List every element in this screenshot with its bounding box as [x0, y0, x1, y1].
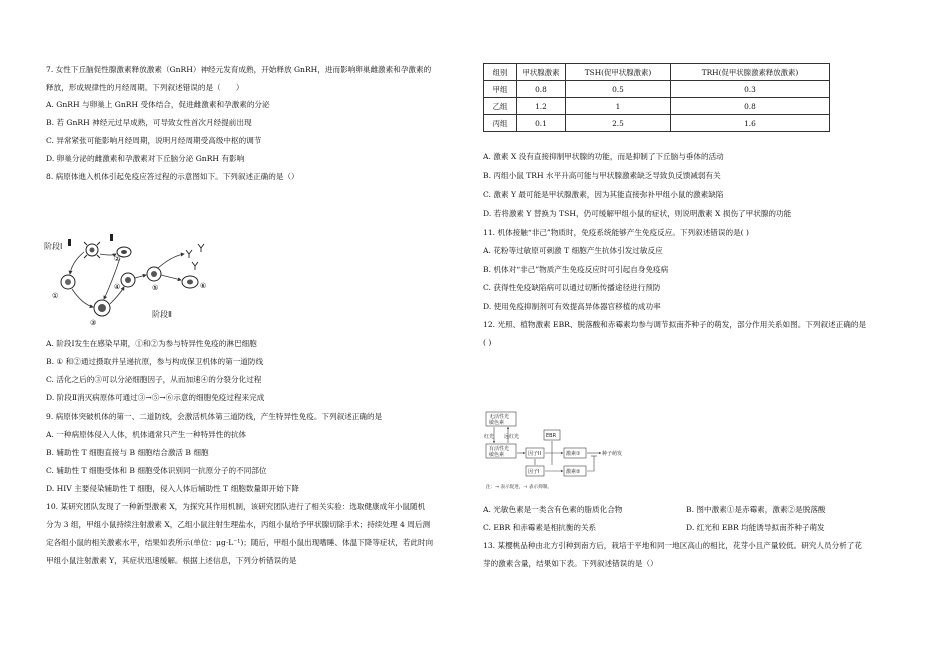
table-cell: 丙组	[484, 115, 517, 132]
q8-option-c: C. 活化之后的③可以分泌细胞因子，从而加速④的分裂分化过程	[46, 375, 262, 384]
q11-option-c: C. 获得性免疫缺陷病可以通过切断传播途径进行预防	[483, 283, 661, 292]
table-cell: 乙组	[484, 98, 517, 115]
arrow-1-to-3	[72, 289, 93, 307]
table-cell: 1.2	[517, 98, 566, 115]
ebr-label: EBR	[546, 433, 557, 439]
q10-stem-line4: 甲组小鼠注射激素 Y，其症状迅速缓解。根据上述信息，下列分析错误的是	[46, 556, 297, 565]
q7-option-a: A. GnRH 与卵巢上 GnRH 受体结合，促进雌激素和孕激素的分泌	[46, 100, 270, 109]
q7-option-b: B. 若 GnRH 神经元过早成熟，可导致女性首次月经提前出现	[46, 118, 252, 127]
cell-four	[121, 273, 135, 287]
q11-stem: 11. 机体接触“非己”物质时，免疫系统能够产生免疫反应。下列叙述错误的是( )	[483, 228, 749, 237]
q10-stem-line3: 定各组小鼠的相关激素水平，结果如表所示(单位：μg·L⁻¹)；随后，甲组小鼠出现嗜睡、体温下降等症状，若此时向	[46, 538, 434, 547]
arrow-5-to-6	[161, 275, 181, 280]
cell-six	[182, 276, 198, 288]
q10-option-c: C. 激素 Y 最可能是甲状腺激素，因为其能直接弥补甲组小鼠的激素缺陷	[483, 190, 724, 199]
immune-response-figure	[40, 228, 220, 328]
q8-option-b: B. ① 和②通过摄取并呈递抗原，参与构成保卫机体的第一道防线	[46, 357, 264, 366]
table-cell: 0.8	[517, 81, 566, 98]
q12-option-b: B. 图中激素①是赤霉素，激素②是脱落酸	[686, 505, 826, 514]
seed-germination-diagram	[484, 410, 644, 492]
label-6: ⑥	[200, 282, 207, 290]
q8-option-d: D. 阶段Ⅱ消灭病原体可通过③→⑤→⑥示意的细胞免疫过程来完成	[46, 393, 265, 402]
q8-option-a: A. 阶段Ⅰ发生在感染早期，①和②为参与特异性免疫的淋巴细胞	[46, 339, 257, 348]
stage-two-label: 阶段Ⅱ	[152, 310, 172, 319]
red-light-label: 红光	[484, 434, 495, 440]
table-cell: 0.3	[671, 81, 830, 98]
table-cell: 2.5	[566, 115, 671, 132]
table-cell: 1.6	[671, 115, 830, 132]
far-red-label: 远红光	[504, 434, 520, 440]
q11-option-a: A. 花粉等过敏原可刺激 T 细胞产生抗体引发过敏反应	[483, 246, 663, 255]
table-header-row	[484, 64, 830, 81]
antigen-mark	[110, 234, 113, 241]
pathogen-icon	[84, 242, 100, 258]
table-cell: 0.8	[671, 98, 830, 115]
table-row	[484, 115, 830, 132]
q10-option-b: B. 丙组小鼠 TRH 水平升高可能与甲状腺激素缺乏导致负反馈减弱有关	[483, 171, 721, 180]
hormone-two-label: 激素②	[566, 469, 581, 475]
hormone-table	[483, 63, 830, 132]
stage-one-label: 阶段Ⅰ	[44, 242, 63, 251]
table-cell: 0.1	[517, 115, 566, 132]
table-cell: 甲组	[484, 81, 517, 98]
table-header: TRH(促甲状腺激素释放激素)	[671, 64, 830, 81]
q7-stem-line1: 7. 女性下丘脑促性腺激素释放激素（GnRH）神经元发育成熟，开始释放 GnRH，进而影响卵巢雌激素和孕激素的	[46, 65, 432, 74]
q13-stem-line2: 芽的激素含量，结果如下表。下列叙述错误的是（）	[483, 559, 658, 568]
q12-stem-line2: ( )	[483, 338, 492, 347]
table-row	[484, 81, 830, 98]
hormone-two-inhibit	[587, 456, 594, 471]
q10-stem-line1: 10. 某研究团队发现了一种新型激素 X，为探究其作用机制，该研究团队进行了相关实验：选取健康成年小鼠随机	[46, 502, 426, 511]
table-cell: 0.5	[566, 81, 671, 98]
label-3: ③	[90, 319, 97, 327]
cell-one	[61, 275, 75, 289]
q12-option-c: C. EBR 和赤霉素是相抗衡的关系	[483, 523, 597, 532]
table-header: 甲状腺激素	[517, 64, 566, 81]
q12-stem-line1: 12. 光照、植物激素 EBR、脱落酸和赤霉素均参与调节拟南芥种子的萌发，部分作用关系如图。下列叙述正确的是	[483, 320, 867, 329]
q12-option-d: D. 红光和 EBR 均能诱导拟南芥种子萌发	[686, 523, 825, 532]
label-1: ①	[52, 292, 59, 300]
seed-germination-label: 种子萌发	[602, 451, 623, 457]
q9-option-a: A. 一种病原体侵入人体，机体通常只产生一种特异性的抗体	[46, 430, 247, 439]
q9-option-d: D. HIV 主要侵染辅助性 T 细胞，侵入人体后辅助性 T 细胞数量即开始下降	[46, 484, 299, 493]
label-4: ④	[114, 283, 121, 291]
q8-stem: 8. 病原体進入机体引起免疫应答过程的示意图如下。下列叙述正确的是（）	[46, 172, 299, 181]
q11-option-d: D. 使用免疫抑制剂可有效提高异体器官移植的成功率	[483, 302, 661, 311]
factor-one-label: 因子I	[528, 469, 540, 475]
active-phytochrome-line1: 有活性光	[489, 446, 510, 452]
cell-three	[94, 300, 110, 316]
q10-option-d: D. 若将激素 Y 替换为 TSH，仍可缓解甲组小鼠的症状，则说明激素 X 损伤了甲状腺的功能	[483, 209, 792, 218]
q9-option-b: B. 辅助性 T 细胞直接与 B 细胞结合激活 B 细胞	[46, 448, 209, 457]
q9-stem: 9. 病原体突破机体的第一、二道防线，会激活机体第三道防线，产生特异性免疫。下列叙述正确的是	[46, 412, 383, 421]
active-phytochrome-line2: 敏色素	[489, 452, 505, 458]
antigen-mark	[68, 239, 71, 246]
table-header: 组别	[484, 64, 517, 81]
arrow-5-to-antibody	[158, 254, 184, 268]
inactive-phytochrome-line1: 无活性光	[489, 414, 510, 420]
q7-stem-line2: 释放，形成规律性的月经周期。下列叙述错误的是（ ）	[46, 83, 244, 92]
q11-option-b: B. 机体对“非己”物质产生免疫反应时可引起自身免疫病	[483, 265, 669, 274]
factor-two-label: 因子II	[528, 451, 541, 457]
label-2: ②	[114, 255, 121, 263]
arrow-4-to-5	[135, 275, 146, 278]
q9-option-c: C. 辅助性 T 细胞受体和 B 细胞受体识别同一抗原分子的不同部位	[46, 466, 267, 475]
table-row	[484, 98, 830, 115]
diagram-legend: 注：→ 表示促进，⊣ 表示抑制。	[486, 485, 552, 490]
label-5: ⑤	[152, 284, 159, 292]
q13-stem-line1: 13. 某樱桃品种由北方引种到南方后，栽培于平地和同一地区高山的相比，花芽小且产量较低。研究人员分析了花	[483, 541, 862, 550]
q10-option-a: A. 激素 X 没有直接抑制甲状腺的功能，而是抑制了下丘脑与垂体的活动	[483, 152, 724, 161]
q7-option-c: C. 异常紧张可能影响月经周期，说明月经周期受高级中枢的调节	[46, 136, 262, 145]
q12-option-a: A. 光敏色素是一类含有色素的脂质化合物	[483, 505, 623, 514]
table-header: TSH(促甲状腺激素)	[566, 64, 671, 81]
cell-five	[147, 267, 161, 281]
arrow-2-to-3	[104, 258, 120, 299]
q7-option-d: D. 卵巢分泌的雌激素和孕激素对下丘脑分泌 GnRH 有影响	[46, 154, 245, 163]
antibody-icon	[186, 244, 204, 270]
q10-stem-line2: 分为 3 组，甲组小鼠持续注射激素 X，乙组小鼠注射生理盐水，丙组小鼠给予甲状腺切除手术；持续处理 4 周后测	[46, 520, 431, 529]
arrow-pathogen-to-1	[70, 252, 84, 274]
inactive-phytochrome-line2: 敏色素	[489, 420, 505, 426]
table-cell: 1	[566, 98, 671, 115]
hormone-one-label: 激素①	[566, 451, 581, 457]
